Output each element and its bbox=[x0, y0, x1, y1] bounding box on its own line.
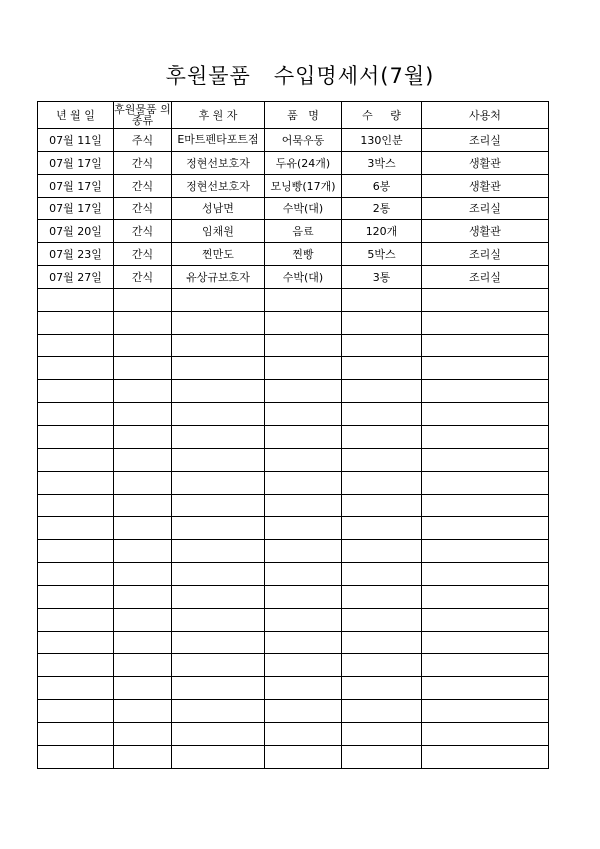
empty-cell bbox=[172, 608, 265, 631]
cell-kind: 간식 bbox=[114, 243, 172, 266]
cell-usage: 조리실 bbox=[422, 266, 549, 289]
empty-cell bbox=[265, 357, 342, 380]
empty-cell bbox=[265, 425, 342, 448]
table-row bbox=[38, 266, 549, 289]
empty-table-row bbox=[38, 745, 549, 768]
header-item: 품 명 bbox=[265, 102, 342, 129]
empty-table-row bbox=[38, 517, 549, 540]
empty-cell bbox=[342, 631, 422, 654]
empty-table-row bbox=[38, 448, 549, 471]
empty-cell bbox=[342, 380, 422, 403]
header-kind: 후원물품 의 종류 bbox=[114, 103, 171, 127]
empty-cell bbox=[38, 608, 114, 631]
empty-table-row bbox=[38, 334, 549, 357]
empty-cell bbox=[114, 380, 172, 403]
empty-cell bbox=[114, 357, 172, 380]
empty-cell bbox=[342, 403, 422, 426]
empty-cell bbox=[172, 745, 265, 768]
empty-cell bbox=[422, 608, 549, 631]
empty-table-row bbox=[38, 700, 549, 723]
cell-item: 음료 bbox=[265, 220, 342, 243]
empty-cell bbox=[422, 540, 549, 563]
cell-donor: E마트펜타포트점 bbox=[172, 129, 265, 152]
empty-cell bbox=[38, 380, 114, 403]
empty-cell bbox=[422, 334, 549, 357]
empty-cell bbox=[114, 677, 172, 700]
table-row bbox=[38, 129, 549, 152]
empty-cell bbox=[172, 357, 265, 380]
empty-cell bbox=[114, 311, 172, 334]
empty-cell bbox=[38, 563, 114, 586]
cell-date: 07월 17일 bbox=[38, 174, 114, 197]
empty-cell bbox=[422, 288, 549, 311]
cell-date: 07월 20일 bbox=[38, 220, 114, 243]
empty-cell bbox=[38, 540, 114, 563]
empty-cell bbox=[422, 403, 549, 426]
empty-cell bbox=[114, 722, 172, 745]
cell-usage: 생활관 bbox=[422, 151, 549, 174]
empty-cell bbox=[38, 288, 114, 311]
cell-kind: 간식 bbox=[114, 220, 172, 243]
empty-cell bbox=[265, 517, 342, 540]
empty-cell bbox=[172, 288, 265, 311]
donation-ledger-table bbox=[37, 101, 549, 769]
empty-table-row bbox=[38, 311, 549, 334]
cell-usage: 조리실 bbox=[422, 197, 549, 220]
cell-date: 07월 17일 bbox=[38, 197, 114, 220]
empty-cell bbox=[422, 311, 549, 334]
cell-date: 07월 23일 bbox=[38, 243, 114, 266]
cell-kind: 간식 bbox=[114, 151, 172, 174]
empty-cell bbox=[342, 608, 422, 631]
empty-cell bbox=[342, 425, 422, 448]
empty-table-row bbox=[38, 425, 549, 448]
cell-kind: 간식 bbox=[114, 266, 172, 289]
empty-cell bbox=[114, 471, 172, 494]
cell-item: 어묵우동 bbox=[265, 129, 342, 152]
empty-cell bbox=[265, 677, 342, 700]
empty-cell bbox=[38, 654, 114, 677]
empty-cell bbox=[342, 654, 422, 677]
empty-cell bbox=[38, 448, 114, 471]
empty-cell bbox=[265, 631, 342, 654]
empty-cell bbox=[38, 722, 114, 745]
empty-cell bbox=[265, 608, 342, 631]
empty-cell bbox=[422, 380, 549, 403]
empty-cell bbox=[422, 425, 549, 448]
empty-cell bbox=[265, 494, 342, 517]
empty-cell bbox=[172, 425, 265, 448]
cell-usage: 조리실 bbox=[422, 243, 549, 266]
empty-cell bbox=[38, 403, 114, 426]
table-row bbox=[38, 243, 549, 266]
empty-cell bbox=[38, 700, 114, 723]
empty-table-row bbox=[38, 494, 549, 517]
cell-usage: 조리실 bbox=[422, 129, 549, 152]
empty-cell bbox=[114, 654, 172, 677]
empty-cell bbox=[172, 585, 265, 608]
empty-cell bbox=[265, 403, 342, 426]
empty-cell bbox=[172, 517, 265, 540]
empty-table-row bbox=[38, 403, 549, 426]
cell-quantity: 130인분 bbox=[342, 129, 422, 152]
empty-cell bbox=[38, 494, 114, 517]
cell-kind: 주식 bbox=[114, 129, 172, 152]
empty-table-row bbox=[38, 722, 549, 745]
empty-cell bbox=[422, 700, 549, 723]
empty-cell bbox=[265, 311, 342, 334]
empty-table-row bbox=[38, 654, 549, 677]
empty-cell bbox=[114, 494, 172, 517]
empty-cell bbox=[38, 677, 114, 700]
empty-cell bbox=[342, 357, 422, 380]
empty-cell bbox=[172, 631, 265, 654]
empty-cell bbox=[114, 425, 172, 448]
empty-cell bbox=[114, 585, 172, 608]
header-usage: 사용처 bbox=[422, 102, 549, 129]
empty-cell bbox=[422, 448, 549, 471]
cell-donor: 임채원 bbox=[172, 220, 265, 243]
empty-cell bbox=[422, 631, 549, 654]
empty-cell bbox=[342, 745, 422, 768]
cell-quantity: 3박스 bbox=[342, 151, 422, 174]
empty-cell bbox=[172, 448, 265, 471]
empty-cell bbox=[342, 722, 422, 745]
empty-cell bbox=[172, 403, 265, 426]
empty-cell bbox=[342, 471, 422, 494]
empty-cell bbox=[342, 494, 422, 517]
empty-cell bbox=[265, 288, 342, 311]
header-donor: 후 원 자 bbox=[172, 102, 265, 129]
cell-quantity: 2통 bbox=[342, 197, 422, 220]
empty-cell bbox=[114, 540, 172, 563]
empty-cell bbox=[422, 722, 549, 745]
cell-date: 07월 17일 bbox=[38, 151, 114, 174]
empty-table-row bbox=[38, 585, 549, 608]
empty-cell bbox=[422, 585, 549, 608]
empty-cell bbox=[114, 631, 172, 654]
cell-donor: 성남면 bbox=[172, 197, 265, 220]
empty-cell bbox=[422, 471, 549, 494]
empty-table-row bbox=[38, 677, 549, 700]
empty-cell bbox=[114, 403, 172, 426]
cell-donor: 정현선보호자 bbox=[172, 174, 265, 197]
cell-item: 수박(대) bbox=[265, 197, 342, 220]
cell-item: 찐빵 bbox=[265, 243, 342, 266]
empty-cell bbox=[172, 311, 265, 334]
empty-cell bbox=[265, 540, 342, 563]
empty-cell bbox=[265, 585, 342, 608]
cell-quantity: 5박스 bbox=[342, 243, 422, 266]
empty-table-row bbox=[38, 471, 549, 494]
empty-cell bbox=[38, 471, 114, 494]
empty-cell bbox=[265, 334, 342, 357]
empty-cell bbox=[265, 471, 342, 494]
cell-date: 07월 27일 bbox=[38, 266, 114, 289]
cell-date: 07월 11일 bbox=[38, 129, 114, 152]
empty-cell bbox=[38, 745, 114, 768]
empty-cell bbox=[172, 334, 265, 357]
table-row bbox=[38, 151, 549, 174]
table-row bbox=[38, 174, 549, 197]
empty-cell bbox=[172, 540, 265, 563]
empty-cell bbox=[342, 700, 422, 723]
empty-cell bbox=[265, 700, 342, 723]
empty-cell bbox=[265, 380, 342, 403]
empty-cell bbox=[114, 700, 172, 723]
cell-quantity: 120개 bbox=[342, 220, 422, 243]
empty-cell bbox=[38, 334, 114, 357]
cell-usage: 생활관 bbox=[422, 220, 549, 243]
cell-item: 모닝빵(17개) bbox=[265, 174, 342, 197]
empty-cell bbox=[172, 494, 265, 517]
empty-cell bbox=[38, 517, 114, 540]
empty-cell bbox=[114, 745, 172, 768]
cell-item: 수박(대) bbox=[265, 266, 342, 289]
empty-cell bbox=[422, 654, 549, 677]
empty-cell bbox=[172, 677, 265, 700]
table-row bbox=[38, 197, 549, 220]
empty-cell bbox=[342, 288, 422, 311]
empty-cell bbox=[172, 700, 265, 723]
empty-cell bbox=[265, 563, 342, 586]
empty-cell bbox=[342, 677, 422, 700]
cell-quantity: 6봉 bbox=[342, 174, 422, 197]
empty-cell bbox=[342, 563, 422, 586]
empty-cell bbox=[38, 425, 114, 448]
empty-table-row bbox=[38, 540, 549, 563]
header-date: 년 월 일 bbox=[38, 102, 114, 129]
empty-cell bbox=[172, 563, 265, 586]
cell-item: 두유(24개) bbox=[265, 151, 342, 174]
header-quantity: 수 량 bbox=[342, 102, 422, 129]
empty-cell bbox=[342, 448, 422, 471]
empty-cell bbox=[172, 654, 265, 677]
empty-cell bbox=[422, 357, 549, 380]
table-row bbox=[38, 220, 549, 243]
empty-cell bbox=[342, 311, 422, 334]
empty-cell bbox=[422, 677, 549, 700]
empty-cell bbox=[342, 540, 422, 563]
cell-donor: 찐만도 bbox=[172, 243, 265, 266]
empty-cell bbox=[114, 288, 172, 311]
empty-cell bbox=[342, 517, 422, 540]
empty-cell bbox=[114, 334, 172, 357]
empty-cell bbox=[422, 745, 549, 768]
empty-cell bbox=[342, 585, 422, 608]
empty-cell bbox=[265, 722, 342, 745]
document-title: 후원물품 수입명세서(7월) bbox=[165, 64, 435, 88]
empty-cell bbox=[114, 608, 172, 631]
empty-cell bbox=[422, 494, 549, 517]
cell-donor: 유상규보호자 bbox=[172, 266, 265, 289]
empty-table-row bbox=[38, 288, 549, 311]
empty-cell bbox=[265, 448, 342, 471]
empty-cell bbox=[38, 585, 114, 608]
empty-table-row bbox=[38, 380, 549, 403]
empty-cell bbox=[38, 357, 114, 380]
empty-table-row bbox=[38, 357, 549, 380]
empty-table-row bbox=[38, 563, 549, 586]
empty-cell bbox=[172, 722, 265, 745]
empty-table-row bbox=[38, 608, 549, 631]
cell-quantity: 3통 bbox=[342, 266, 422, 289]
empty-cell bbox=[265, 654, 342, 677]
empty-cell bbox=[114, 448, 172, 471]
empty-cell bbox=[422, 563, 549, 586]
empty-cell bbox=[342, 334, 422, 357]
cell-kind: 간식 bbox=[114, 197, 172, 220]
header-row bbox=[38, 102, 549, 129]
cell-usage: 생활관 bbox=[422, 174, 549, 197]
cell-donor: 정현선보호자 bbox=[172, 151, 265, 174]
cell-kind: 간식 bbox=[114, 174, 172, 197]
empty-cell bbox=[38, 631, 114, 654]
empty-cell bbox=[114, 563, 172, 586]
empty-cell bbox=[422, 517, 549, 540]
empty-table-row bbox=[38, 631, 549, 654]
empty-cell bbox=[114, 517, 172, 540]
empty-cell bbox=[265, 745, 342, 768]
empty-cell bbox=[172, 380, 265, 403]
empty-cell bbox=[38, 311, 114, 334]
empty-cell bbox=[172, 471, 265, 494]
